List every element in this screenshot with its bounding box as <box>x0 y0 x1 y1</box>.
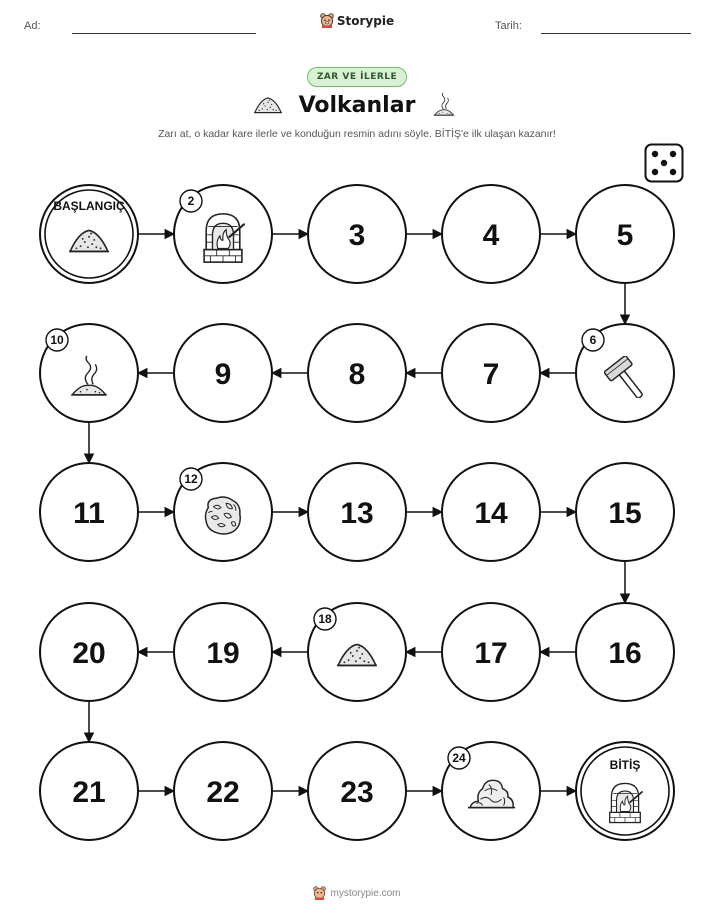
square-number: 15 <box>608 497 642 530</box>
square-number: 13 <box>340 497 374 530</box>
board-square-14[interactable] <box>442 463 540 561</box>
name-label: Ad: <box>24 20 41 32</box>
board-square-21[interactable] <box>40 742 138 840</box>
instructions: Zarı at, o kadar kare ilerle ve konduğun resmin adını söyle. BİTİŞ'e ilk ulaşan kazanır! <box>158 128 556 140</box>
start-label: BAŞLANGIÇ <box>53 199 125 213</box>
board-square-2[interactable] <box>174 185 272 283</box>
board-square-12[interactable] <box>174 463 272 561</box>
board-square-17[interactable] <box>442 603 540 701</box>
square-number: 11 <box>73 497 105 530</box>
page-title: Volkanlar <box>298 93 416 118</box>
brand-name: Storypie <box>336 13 395 28</box>
board-square-25[interactable] <box>576 742 674 840</box>
badge-number: 24 <box>452 751 466 766</box>
board-square-7[interactable] <box>442 324 540 422</box>
square-number: 4 <box>482 219 500 252</box>
ash-pile-icon <box>253 95 283 117</box>
dice-icon <box>644 143 684 183</box>
square-number: 14 <box>474 497 508 530</box>
bear-mascot-icon <box>313 886 326 900</box>
badge-number: 10 <box>50 333 64 348</box>
square-number: 17 <box>474 637 508 670</box>
board-square-6[interactable] <box>576 324 674 422</box>
board-square-19[interactable] <box>174 603 272 701</box>
board-square-23[interactable] <box>308 742 406 840</box>
forge-oven-icon <box>204 214 244 262</box>
board-squares <box>40 185 674 840</box>
board-square-16[interactable] <box>576 603 674 701</box>
date-label: Tarih: <box>495 20 522 32</box>
game-type-badge: ZAR VE İLERLE <box>307 67 407 87</box>
badge-number: 2 <box>187 194 195 209</box>
square-number: 16 <box>608 637 642 670</box>
square-number: 3 <box>348 219 366 252</box>
board-square-3[interactable] <box>308 185 406 283</box>
board-square-24[interactable] <box>442 742 540 840</box>
board-square-4[interactable] <box>442 185 540 283</box>
board-square-10[interactable] <box>40 324 138 422</box>
board-square-13[interactable] <box>308 463 406 561</box>
finish-label: BİTİŞ <box>609 758 641 772</box>
board-square-20[interactable] <box>40 603 138 701</box>
square-number: 9 <box>214 358 232 391</box>
square-number: 20 <box>72 637 106 670</box>
board-square-18[interactable] <box>308 603 406 701</box>
square-number: 22 <box>206 776 240 809</box>
badge-number: 18 <box>318 612 332 627</box>
board-square-1[interactable] <box>40 185 138 283</box>
board-square-15[interactable] <box>576 463 674 561</box>
board-square-5[interactable] <box>576 185 674 283</box>
board-square-9[interactable] <box>174 324 272 422</box>
footer <box>0 886 714 905</box>
square-number: 8 <box>348 358 366 391</box>
square-number: 21 <box>72 776 106 809</box>
smoking-vent-icon <box>432 91 456 119</box>
board-square-8[interactable] <box>308 324 406 422</box>
square-number: 7 <box>482 358 500 391</box>
square-number: 23 <box>340 776 374 809</box>
board-square-11[interactable] <box>40 463 138 561</box>
footer-site: mystorypie.com <box>330 887 401 899</box>
square-number: 19 <box>206 637 240 670</box>
badge-number: 6 <box>589 333 597 348</box>
square-number: 5 <box>616 219 634 252</box>
forge-oven-icon <box>610 783 642 822</box>
board-square-22[interactable] <box>174 742 272 840</box>
badge-number: 12 <box>184 472 198 487</box>
lava-rock-icon <box>206 497 241 534</box>
